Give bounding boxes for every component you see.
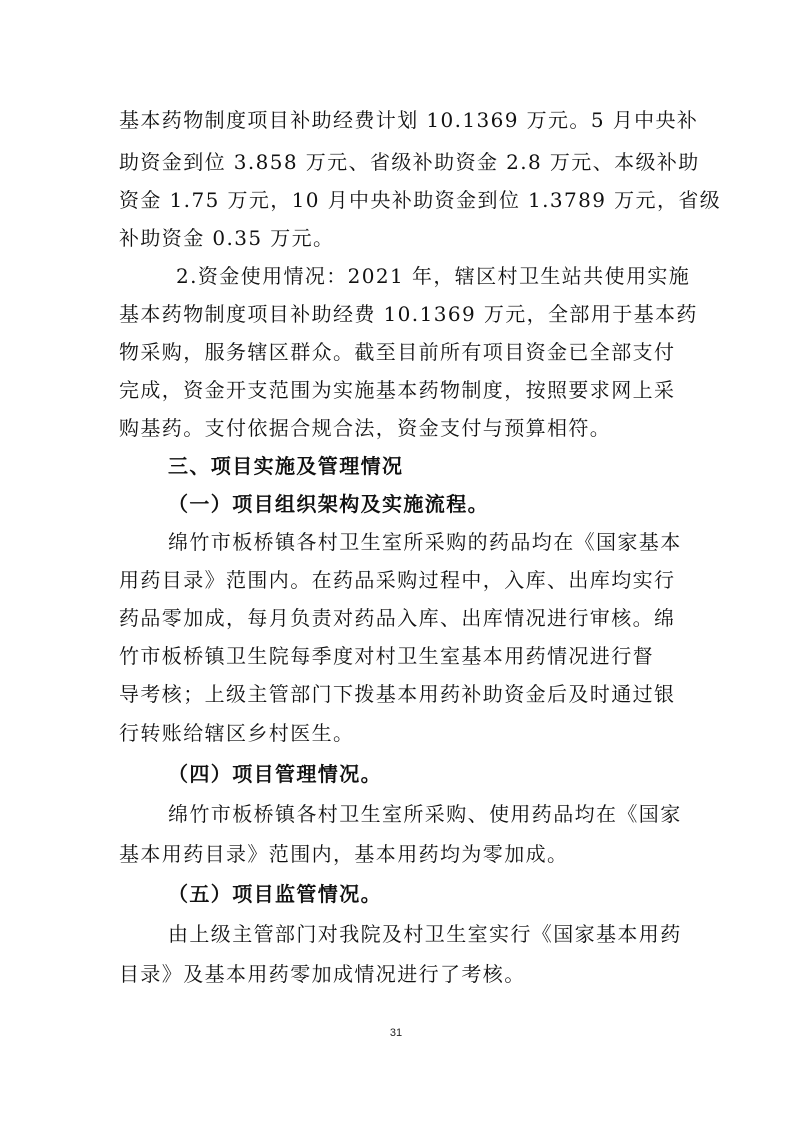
text-line: 完成，资金开支范围为实施基本药物制度，按照要求网上采 — [119, 378, 676, 402]
subsection-heading: （五）项目监管情况。 — [168, 882, 382, 906]
text-line: 补助资金 0.35 万元。 — [119, 226, 335, 250]
subsection-heading: （一）项目组织架构及实施流程。 — [168, 492, 489, 516]
section-heading: 三、项目实施及管理情况 — [168, 454, 404, 478]
text-line: 基本药物制度项目补助经费计划 10.1369 万元。5 月中央补 — [119, 108, 699, 132]
text-line: 基本药物制度项目补助经费 10.1369 万元，全部用于基本药 — [119, 302, 698, 326]
text-line: 药品零加成，每月负责对药品入库、出库情况进行审核。绵 — [119, 606, 676, 630]
page-number: 31 — [389, 1027, 403, 1039]
text-line: 物采购，服务辖区群众。截至目前所有项目资金已全部支付 — [119, 340, 676, 364]
subsection-heading: （四）项目管理情况。 — [168, 762, 382, 786]
text-line: 助资金到位 3.858 万元、省级补助资金 2.8 万元、本级补助 — [119, 150, 700, 174]
text-line: 2.资金使用情况：2021 年，辖区村卫生站共使用实施 — [176, 264, 691, 288]
text-line: 行转账给辖区乡村医生。 — [119, 721, 355, 745]
text-line: 基本用药目录》范围内，基本用药均为零加成。 — [119, 842, 569, 866]
text-line: 购基药。支付依据合规合法，资金支付与预算相符。 — [119, 416, 612, 440]
text-line: 用药目录》范围内。在药品采购过程中，入库、出库均实行 — [119, 568, 676, 592]
text-line: 绵竹市板桥镇各村卫生室所采购的药品均在《国家基本 — [168, 530, 682, 554]
text-line: 资金 1.75 万元，10 月中央补助资金到位 1.3789 万元，省级 — [119, 188, 722, 212]
text-line: 目录》及基本用药零加成情况进行了考核。 — [119, 962, 526, 986]
text-line: 导考核；上级主管部门下拨基本用药补助资金后及时通过银 — [119, 682, 676, 706]
text-line: 绵竹市板桥镇各村卫生室所采购、使用药品均在《国家 — [168, 802, 682, 826]
text-line: 由上级主管部门对我院及村卫生室实行《国家基本用药 — [168, 922, 682, 946]
text-line: 竹市板桥镇卫生院每季度对村卫生室基本用药情况进行督 — [119, 644, 654, 668]
